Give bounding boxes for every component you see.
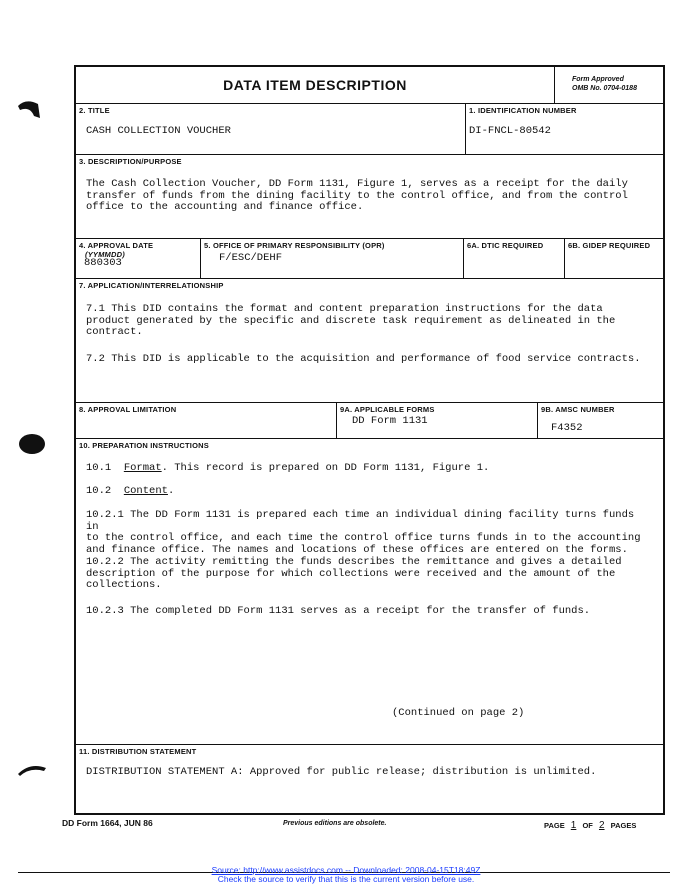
block-6b-label: 6B. GIDEP REQUIRED bbox=[568, 241, 651, 250]
punch-hole-mark-bottom bbox=[16, 762, 52, 778]
block-5-label: 5. OFFICE OF PRIMARY RESPONSIBILITY (OPR) bbox=[204, 241, 385, 250]
block-2-label: 2. TITLE bbox=[79, 106, 110, 115]
para-10-1-heading: Format bbox=[123, 462, 162, 474]
block-9b-label: 9B. AMSC NUMBER bbox=[541, 405, 615, 414]
page-word: PAGE bbox=[544, 821, 565, 830]
block-3-description bbox=[76, 154, 663, 238]
preparation-line: to the control office, and each time the control office turns funds in to the accounting bbox=[86, 532, 641, 544]
application-para-7-2: 7.2 This DID is applicable to the acquisition and performance of food service contracts. bbox=[86, 353, 641, 365]
distribution-statement: DISTRIBUTION STATEMENT A: Approved for public release; distribution is unlimited. bbox=[86, 766, 597, 778]
para-10-1 bbox=[86, 463, 649, 475]
block-9a-applicable-forms bbox=[336, 402, 537, 438]
of-word: OF bbox=[582, 821, 593, 830]
opr-value: F/ESC/DEHF bbox=[219, 252, 283, 264]
application-para-7-1 bbox=[86, 304, 649, 339]
punch-hole-mark-middle bbox=[16, 432, 50, 456]
block-5-opr bbox=[200, 238, 463, 278]
block-11-label: 11. DISTRIBUTION STATEMENT bbox=[79, 747, 197, 756]
para-10-2-heading: Content bbox=[123, 485, 168, 497]
amsc-value: F4352 bbox=[551, 422, 583, 434]
identification-value: DI-FNCL-80542 bbox=[469, 125, 551, 137]
omb-number: OMB No. 0704-0188 bbox=[572, 85, 637, 92]
description-line: The Cash Collection Voucher, DD Form 1131, Figure 1, serves as a receipt for the daily bbox=[86, 178, 628, 190]
form-approved-text: Form Approved bbox=[572, 76, 624, 83]
preparation-line: and finance office. The names and locations of these offices are entered on the forms. bbox=[86, 543, 628, 556]
form-header bbox=[76, 67, 663, 103]
pages-word: PAGES bbox=[610, 821, 637, 830]
block-4-approval-date bbox=[76, 238, 200, 278]
block-10-label: 10. PREPARATION INSTRUCTIONS bbox=[79, 441, 209, 450]
description-line: transfer of funds from the dining facility to the control office, and from the control bbox=[86, 189, 628, 202]
approval-date-value: 880303 bbox=[84, 257, 122, 269]
block-6a-label: 6A. DTIC REQUIRED bbox=[467, 241, 544, 250]
punch-hole-mark-top bbox=[16, 98, 52, 122]
block-8-approval-limitation bbox=[76, 402, 336, 438]
block-1-identification bbox=[465, 103, 663, 154]
source-link[interactable]: Source: http://www.assistdocs.com -- Downloaded: 2008-04-15T18:49Z bbox=[211, 865, 481, 875]
title-value: CASH COLLECTION VOUCHER bbox=[86, 125, 231, 137]
previous-editions-note: Previous editions are obsolete. bbox=[283, 820, 387, 827]
data-item-description-form bbox=[74, 65, 665, 815]
page-indicator bbox=[544, 820, 636, 831]
verify-note: Check the source to verify that this is the current version before use. bbox=[217, 874, 475, 884]
preparation-line: collections. bbox=[86, 579, 162, 591]
approval-date-format: (YYMMDD) bbox=[85, 250, 125, 259]
block-6b-gidep bbox=[564, 238, 663, 278]
approval-date-label: 4. APPROVAL DATE bbox=[79, 241, 154, 250]
omb-approval bbox=[572, 75, 637, 93]
para-10-2-3: 10.2.3 The completed DD Form 1131 serves as a receipt for the transfer of funds. bbox=[86, 605, 591, 617]
source-notice bbox=[0, 866, 692, 884]
block-11-distribution bbox=[76, 744, 663, 813]
application-line: contract. bbox=[86, 326, 143, 338]
block-3-label: 3. DESCRIPTION/PURPOSE bbox=[79, 157, 182, 166]
block-7-label: 7. APPLICATION/INTERRELATIONSHIP bbox=[79, 281, 224, 290]
para-10-2-text: . bbox=[167, 485, 175, 497]
applicable-forms-value: DD Form 1131 bbox=[352, 415, 428, 427]
block-2-title bbox=[76, 103, 465, 154]
application-line: 7.1 This DID contains the format and content preparation instructions for the data bbox=[86, 303, 603, 315]
preparation-line: 10.2.1 The DD Form 1131 is prepared each time an individual dining facility turns funds in bbox=[86, 509, 635, 533]
preparation-line: 10.2.2 The activity remitting the funds describes the remittance and gives a detailed bbox=[86, 556, 622, 568]
block-8-label: 8. APPROVAL LIMITATION bbox=[79, 405, 177, 414]
para-10-2 bbox=[86, 486, 649, 498]
para-10-2-2 bbox=[86, 557, 649, 592]
para-10-2-1 bbox=[86, 510, 649, 556]
form-id: DD Form 1664, JUN 86 bbox=[62, 818, 153, 828]
description-text bbox=[86, 179, 649, 214]
continued-note: (Continued on page 2) bbox=[392, 707, 525, 719]
para-10-1-number: 10.1 bbox=[86, 462, 112, 474]
page-number: 1 bbox=[570, 820, 577, 831]
block-1-label: 1. IDENTIFICATION NUMBER bbox=[469, 106, 577, 115]
form-title: DATA ITEM DESCRIPTION bbox=[223, 77, 407, 93]
block-7-application bbox=[76, 278, 663, 402]
application-line: product generated by the specific and discrete task requirement as delineated in the bbox=[86, 314, 616, 327]
preparation-line: description of the purpose for which collections were received and the amount of the bbox=[86, 567, 616, 580]
description-line: office to the accounting and finance office. bbox=[86, 201, 364, 213]
block-6a-dtic bbox=[463, 238, 564, 278]
block-9b-amsc bbox=[537, 402, 663, 438]
block-9a-label: 9A. APPLICABLE FORMS bbox=[340, 405, 435, 414]
para-10-2-number: 10.2 bbox=[86, 485, 112, 497]
block-10-preparation bbox=[76, 438, 663, 744]
para-10-1-text: . This record is prepared on DD Form 1131, Figure 1. bbox=[161, 462, 490, 474]
page-total: 2 bbox=[598, 820, 605, 831]
